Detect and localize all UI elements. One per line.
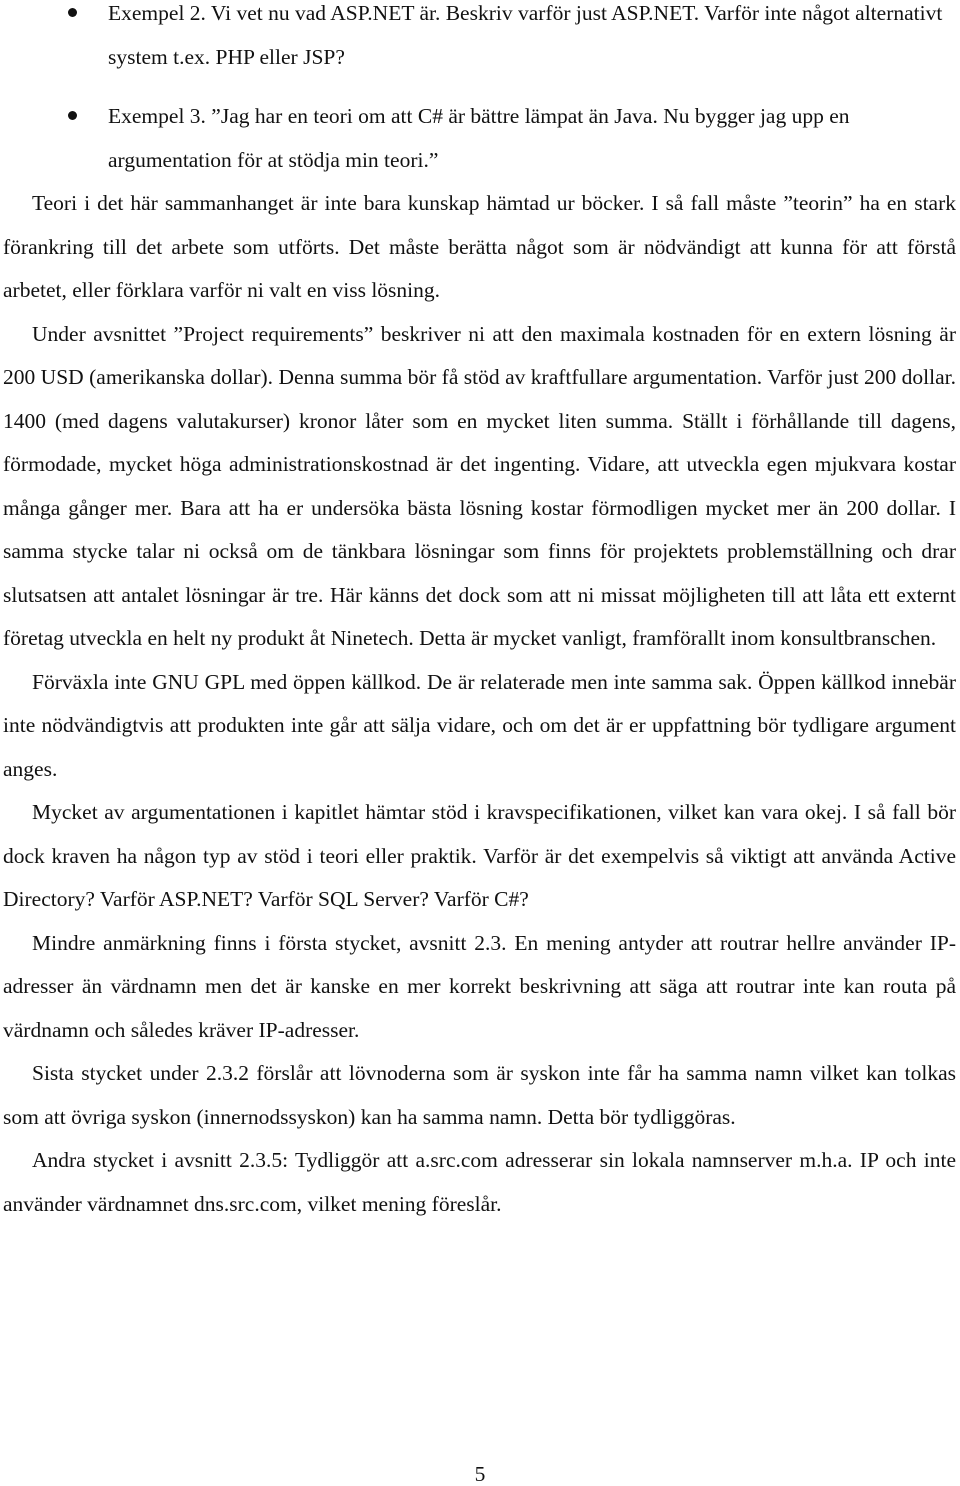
- paragraph: Sista stycket under 2.3.2 förslår att lövnoderna som är syskon inte får ha samma namn vilket kan tolkas som att övriga syskon (innernodssyskon) kan ha samma namn. Detta bör tydliggöras.: [3, 1061, 956, 1129]
- example-list: [0, 0, 960, 182]
- paragraph: Andra stycket i avsnitt 2.3.5: Tydliggör att a.src.com adresserar sin lokala namnserver m.h.a. IP och inte använder värdnamnet dns.src.com, vilket mening föreslår.: [3, 1148, 956, 1216]
- list-item: [0, 95, 960, 182]
- page-number: 5: [474, 1462, 486, 1486]
- paragraph: Förväxla inte GNU GPL med öppen källkod. De är relaterade men inte samma sak. Öppen källkod innebär inte nödvändigtvis att produkten inte går att sälja vidare, och om det är er uppfattning bör tydligare argument anges.: [3, 669, 956, 781]
- paragraph: Teori i det här sammanhanget är inte bara kunskap hämtad ur böcker. I så fall måste ”teorin” ha en stark förankring till det arbete som utförts. Det måste berätta något som är nödvändigt att kunna för att förstå arbetet, eller förklara varför ni valt en viss lösning.: [3, 191, 956, 302]
- paragraph: Under avsnittet ”Project requirements” beskriver ni att den maximala kostnaden för en extern lösning är 200 USD (amerikanska dollar). Denna summa bör få stöd av kraftfullare argumentation. Varför just 200 dollar. 1400 (med dagens valutakurser) kronor låter som en mycket liten summa. Ställt i förhållande till dagens, förmodade, mycket höga administrationskostnad är det ingenting. Vidare, att utveckla egen mjukvara kostar många gånger mer. Bara att ha er undersöka bästa lösning kostar förmodligen mycket mer än 200 dollar. I samma stycke talar ni också om de tänkbara lösningar som finns för projektets problemställning och drar slutsatsen att antalet lösningar är tre. Här känns det dock som att ni missat möjligheten till att låta ett externt företag utveckla en helt ny produkt åt Ninetech. Detta är mycket vanligt, framförallt inom konsultbranschen.: [3, 321, 956, 650]
- bullet-icon: [68, 111, 77, 120]
- list-item: [0, 0, 960, 79]
- paragraph: Mycket av argumentationen i kapitlet hämtar stöd i kravspecifikationen, vilket kan vara okej. I så fall bör dock kraven ha någon typ av stöd i teori eller praktik. Varför är det exempelvis så viktigt att använda Active Directory? Varför ASP.NET? Varför SQL Server? Varför C#?: [3, 800, 956, 911]
- list-item-text: Exempel 2. Vi vet nu vad ASP.NET är. Beskriv varför just ASP.NET. Varför inte något alternativt system t.ex. PHP eller JSP?: [108, 1, 943, 69]
- body-text: [0, 182, 960, 1226]
- paragraph: Mindre anmärkning finns i första stycket, avsnitt 2.3. En mening antyder att routrar hellre använder IP-adresser än värdnamn men det är kanske en mer korrekt beskrivning att säga att routrar inte kan routa på värdnamn och således kräver IP-adresser.: [3, 930, 956, 1042]
- list-item-text: Exempel 3. ”Jag har en teori om att C# är bättre lämpat än Java. Nu bygger jag upp en argumentation för at stödja min teori.”: [108, 104, 850, 172]
- bullet-icon: [68, 8, 77, 17]
